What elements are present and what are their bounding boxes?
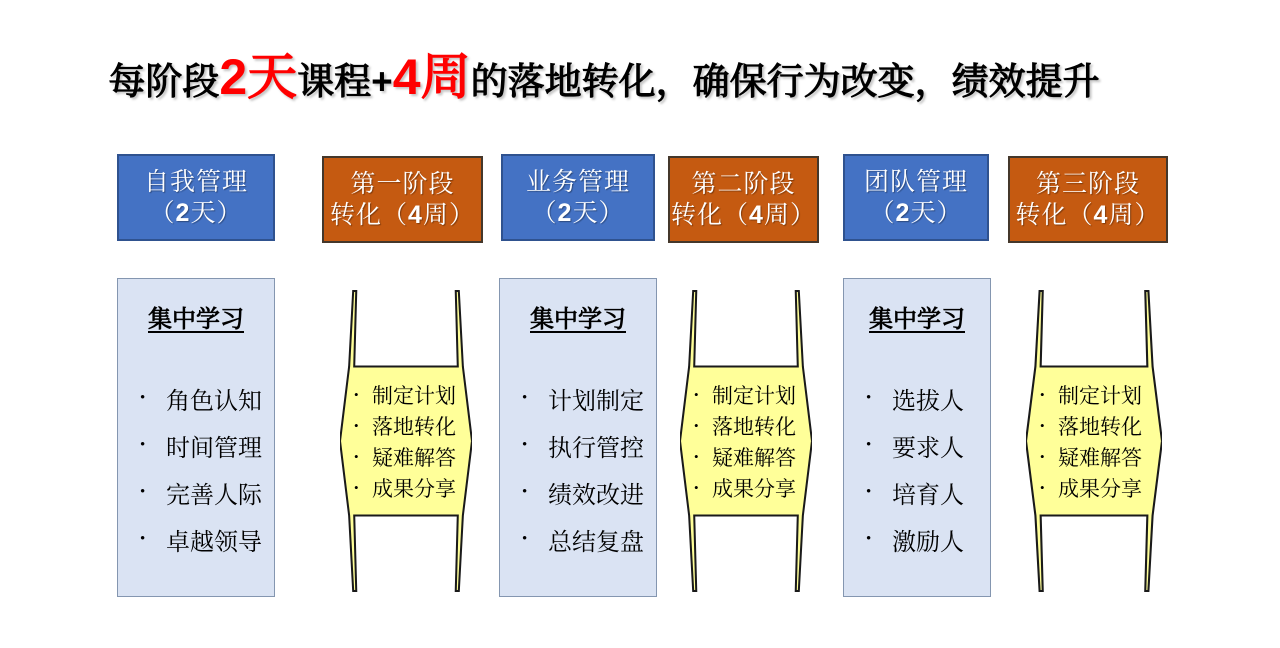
header-text: 天） (910, 199, 963, 227)
bullet-icon: • (694, 386, 699, 402)
header-text: 周） (1108, 201, 1161, 229)
list-item (140, 516, 274, 563)
header-number: 4 (408, 200, 423, 229)
panel-title-text: 集中学习 (148, 307, 244, 333)
header-line2 (870, 198, 963, 229)
panel-business-management (499, 278, 657, 597)
ribbon-item-list (694, 366, 808, 516)
bullet-icon: • (522, 390, 528, 406)
title-segment: 每阶段 (108, 61, 220, 102)
title-segment: 的落地转化，确保行为改变，绩效提升 (470, 61, 1100, 102)
page-title (0, 40, 1208, 114)
list-item (866, 422, 990, 469)
header-line1: 第一阶段 (350, 170, 455, 198)
list-item-text: 计划制定 (548, 389, 644, 415)
bullet-icon: • (522, 484, 528, 500)
list-item (354, 379, 468, 410)
bullet-icon: • (354, 448, 359, 464)
header-line2 (330, 200, 475, 231)
header-text: 天） (572, 199, 625, 227)
ribbon-transfer-1 (340, 289, 472, 593)
header-transfer-2 (668, 156, 819, 243)
list-item-text: 总结复盘 (548, 530, 644, 556)
list-item (694, 379, 808, 410)
list-item (140, 422, 274, 469)
header-self-management (117, 154, 275, 241)
bullet-icon: • (694, 479, 699, 495)
bullet-icon: • (140, 437, 146, 453)
list-item-text: 时间管理 (166, 436, 262, 462)
header-number: 2 (895, 198, 911, 227)
list-item (140, 375, 274, 422)
list-item-text: 疑难解答 (372, 445, 456, 470)
header-number: 4 (1093, 200, 1109, 229)
header-line1: 第三阶段 (1035, 170, 1140, 198)
list-item-text: 制定计划 (372, 383, 456, 408)
header-text: 转化（ (671, 201, 750, 229)
header-number: 2 (557, 198, 573, 227)
list-item-text: 完善人际 (166, 483, 262, 509)
title-highlight-weeks: 4周 (392, 49, 471, 105)
panel-title-text: 集中学习 (869, 307, 965, 333)
header-transfer-3 (1008, 156, 1168, 243)
bullet-icon: • (140, 531, 146, 547)
panel-item-list (844, 375, 990, 563)
header-text: （ (531, 199, 558, 227)
bullet-icon: • (1040, 448, 1045, 464)
bullet-icon: • (694, 448, 699, 464)
list-item-text: 成果分享 (1058, 476, 1142, 501)
bullet-icon: • (140, 390, 146, 406)
list-item (140, 469, 274, 516)
list-item-text: 成果分享 (372, 476, 456, 501)
bullet-icon: • (694, 417, 699, 433)
panel-self-management (117, 278, 275, 597)
ribbon-transfer-3 (1026, 289, 1162, 593)
header-text: 周） (422, 201, 475, 229)
ribbon-transfer-2 (680, 289, 812, 593)
list-item (694, 472, 808, 503)
list-item (354, 410, 468, 441)
list-item-text: 绩效改进 (548, 483, 644, 509)
bullet-icon: • (1040, 479, 1045, 495)
list-item (1040, 472, 1158, 503)
panel-item-list (500, 375, 656, 563)
header-text: （ (149, 199, 176, 227)
list-item (1040, 441, 1158, 472)
list-item (866, 516, 990, 563)
header-number: 2 (175, 198, 191, 227)
bullet-icon: • (1040, 417, 1045, 433)
header-business-management (501, 154, 655, 241)
list-item (522, 422, 656, 469)
panel-title (118, 299, 274, 334)
panel-item-list (118, 375, 274, 563)
bullet-icon: • (140, 484, 146, 500)
header-text: 周） (763, 201, 816, 229)
list-item-text: 要求人 (892, 436, 964, 462)
header-line1: 自我管理 (143, 168, 248, 196)
list-item-text: 培育人 (892, 483, 964, 509)
header-line2 (1016, 200, 1161, 231)
bullet-icon: • (522, 437, 528, 453)
list-item (522, 469, 656, 516)
panel-team-management (843, 278, 991, 597)
bullet-icon: • (522, 531, 528, 547)
list-item (1040, 410, 1158, 441)
list-item-text: 激励人 (892, 530, 964, 556)
list-item-text: 落地转化 (372, 414, 456, 439)
list-item-text: 落地转化 (712, 414, 796, 439)
header-text: 转化（ (1015, 201, 1094, 229)
header-transfer-1 (322, 156, 483, 243)
panel-title (500, 299, 656, 334)
list-item-text: 疑难解答 (712, 445, 796, 470)
bullet-icon: • (1040, 386, 1045, 402)
title-segment: 课程+ (297, 61, 393, 102)
header-line2 (532, 198, 625, 229)
list-item-text: 制定计划 (712, 383, 796, 408)
list-item (522, 375, 656, 422)
header-text: 转化（ (330, 201, 409, 229)
list-item-text: 成果分享 (712, 476, 796, 501)
list-item (866, 469, 990, 516)
header-text: 天） (190, 199, 243, 227)
bullet-icon: • (354, 479, 359, 495)
header-line2 (150, 198, 243, 229)
list-item-text: 角色认知 (166, 389, 262, 415)
header-line1: 第二阶段 (691, 170, 796, 198)
bullet-icon: • (866, 437, 872, 453)
ribbon-item-list (1040, 366, 1158, 516)
list-item (694, 441, 808, 472)
bullet-icon: • (866, 390, 872, 406)
list-item (354, 472, 468, 503)
list-item (694, 410, 808, 441)
panel-title-text: 集中学习 (530, 307, 626, 333)
header-team-management (843, 154, 989, 241)
bullet-icon: • (354, 386, 359, 402)
bullet-icon: • (354, 417, 359, 433)
list-item-text: 选拔人 (892, 389, 964, 415)
ribbon-item-list (354, 366, 468, 516)
list-item-text: 执行管控 (548, 436, 644, 462)
list-item (354, 441, 468, 472)
header-text: （ (869, 199, 896, 227)
header-line1: 业务管理 (525, 168, 630, 196)
list-item-text: 制定计划 (1058, 383, 1142, 408)
list-item (866, 375, 990, 422)
list-item (522, 516, 656, 563)
list-item-text: 卓越领导 (166, 530, 262, 556)
panel-title (844, 299, 990, 334)
header-line2 (671, 200, 816, 231)
bullet-icon: • (866, 531, 872, 547)
bullet-icon: • (866, 484, 872, 500)
title-highlight-days: 2天 (219, 49, 298, 105)
list-item-text: 落地转化 (1058, 414, 1142, 439)
list-item (1040, 379, 1158, 410)
header-number: 4 (749, 200, 764, 229)
header-line1: 团队管理 (863, 168, 968, 196)
list-item-text: 疑难解答 (1058, 445, 1142, 470)
